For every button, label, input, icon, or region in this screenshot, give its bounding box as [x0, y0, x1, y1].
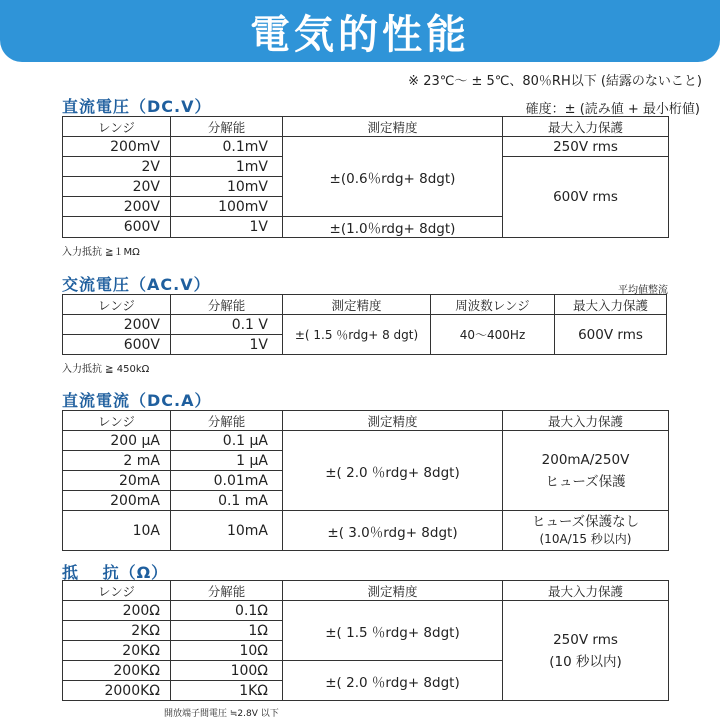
header-resolution: 分解能 [171, 581, 283, 601]
resolution-cell: 0.01mA [171, 471, 283, 491]
header-max-protection: 最大入力保護 [503, 411, 669, 431]
protection-line: 200mA/250V [541, 451, 630, 468]
table-header-row [63, 411, 669, 431]
protection-cell [503, 511, 669, 551]
acv-footnote: 入力抵抗 ≧ 450kΩ [62, 364, 150, 375]
protection-line: ヒューズ保護なし [531, 513, 640, 530]
accuracy-cell: ±( 3.0％rdg+ 8dgt) [283, 511, 503, 551]
acv-section-title: 交流電圧（AC.V） [62, 275, 211, 294]
resolution-cell: 1Ω [171, 621, 283, 641]
range-cell: 20mA [63, 471, 171, 491]
accuracy-cell: ±( 2.0 ％rdg+ 8dgt) [283, 431, 503, 511]
range-cell: 2000KΩ [63, 681, 171, 701]
dcv-footnote: 入力抵抗 ≧１MΩ [62, 247, 140, 258]
frequency-cell: 40～400Hz [431, 315, 555, 355]
resolution-cell: 10Ω [171, 641, 283, 661]
protection-cell: 600V rms [555, 315, 667, 355]
header-range: レンジ [63, 295, 171, 315]
ohm-footnote: 開放端子間電圧 ≒2.8V 以下 [164, 709, 279, 719]
header-max-protection: 最大入力保護 [503, 117, 669, 137]
table-header-row [63, 295, 667, 315]
range-cell: 10A [63, 511, 171, 551]
range-cell: 200mA [63, 491, 171, 511]
range-cell: 2KΩ [63, 621, 171, 641]
table-row [63, 137, 669, 157]
table-row [63, 315, 667, 335]
protection-cell: 600V rms [503, 157, 669, 238]
dca-section-title: 直流電流（DC.A） [62, 391, 212, 410]
protection-line: 250V rms [553, 631, 618, 648]
header-max-protection: 最大入力保護 [555, 295, 667, 315]
table-row [63, 431, 669, 451]
range-cell: 20V [63, 177, 171, 197]
resolution-cell: 0.1 μA [171, 431, 283, 451]
range-cell: 200V [63, 315, 171, 335]
page-title: 電気的性能 [250, 11, 470, 58]
header-range: レンジ [63, 411, 171, 431]
resolution-cell: 0.1mV [171, 137, 283, 157]
header-frequency: 周波数レンジ [431, 295, 555, 315]
range-cell: 20KΩ [63, 641, 171, 661]
header-resolution: 分解能 [171, 295, 283, 315]
accuracy-cell: ±(1.0％rdg+ 8dgt) [283, 217, 503, 238]
range-cell: 2 mA [63, 451, 171, 471]
ohm-section-title: 抵 抗（Ω） [62, 563, 169, 582]
range-cell: 600V [63, 217, 171, 238]
resolution-cell: 0.1Ω [171, 601, 283, 621]
ohm-table [62, 580, 669, 701]
header-max-protection: 最大入力保護 [503, 581, 669, 601]
range-cell: 200V [63, 197, 171, 217]
acv-table [62, 294, 667, 355]
acv-rectification-note: 平均値整流 [618, 285, 668, 296]
dca-table [62, 410, 669, 551]
table-row [63, 511, 669, 551]
dcv-section-title: 直流電圧（DC.V） [62, 97, 212, 116]
conditions-note: ※ 23℃～ ± 5℃、80％RH以下 (結露のないこと) [408, 74, 702, 89]
resolution-cell: 0.1 V [171, 315, 283, 335]
accuracy-cell: ±(0.6％rdg+ 8dgt) [283, 137, 503, 217]
resolution-cell: 1V [171, 335, 283, 355]
resolution-cell: 10mV [171, 177, 283, 197]
resolution-cell: 100mV [171, 197, 283, 217]
header-accuracy: 測定精度 [283, 581, 503, 601]
protection-line: ヒューズ保護 [545, 473, 626, 490]
resolution-cell: 1mV [171, 157, 283, 177]
protection-cell: 250V rms [503, 137, 669, 157]
title-banner [0, 0, 720, 62]
range-cell: 600V [63, 335, 171, 355]
range-cell: 200mV [63, 137, 171, 157]
accuracy-note: 確度：± (読み値 + 最小桁値) [525, 102, 700, 117]
range-cell: 200Ω [63, 601, 171, 621]
accuracy-cell: ±( 1.5 ％rdg+ 8 dgt) [283, 315, 431, 355]
header-accuracy: 測定精度 [283, 295, 431, 315]
header-resolution: 分解能 [171, 117, 283, 137]
accuracy-cell: ±( 2.0 ％rdg+ 8dgt) [283, 661, 503, 701]
protection-cell [503, 431, 669, 511]
header-accuracy: 測定精度 [283, 411, 503, 431]
resolution-cell: 100Ω [171, 661, 283, 681]
table-header-row [63, 117, 669, 137]
protection-line: (10 秒以内) [549, 653, 622, 670]
protection-line: (10A/15 秒以内) [539, 531, 632, 546]
header-range: レンジ [63, 117, 171, 137]
range-cell: 200 μA [63, 431, 171, 451]
resolution-cell: 1KΩ [171, 681, 283, 701]
table-row [63, 601, 669, 621]
range-cell: 2V [63, 157, 171, 177]
protection-cell [503, 601, 669, 701]
header-range: レンジ [63, 581, 171, 601]
resolution-cell: 1V [171, 217, 283, 238]
range-cell: 200KΩ [63, 661, 171, 681]
table-header-row [63, 581, 669, 601]
resolution-cell: 1 μA [171, 451, 283, 471]
header-resolution: 分解能 [171, 411, 283, 431]
dcv-table [62, 116, 669, 238]
accuracy-cell: ±( 1.5 ％rdg+ 8dgt) [283, 601, 503, 661]
header-accuracy: 測定精度 [283, 117, 503, 137]
resolution-cell: 0.1 mA [171, 491, 283, 511]
resolution-cell: 10mA [171, 511, 283, 551]
